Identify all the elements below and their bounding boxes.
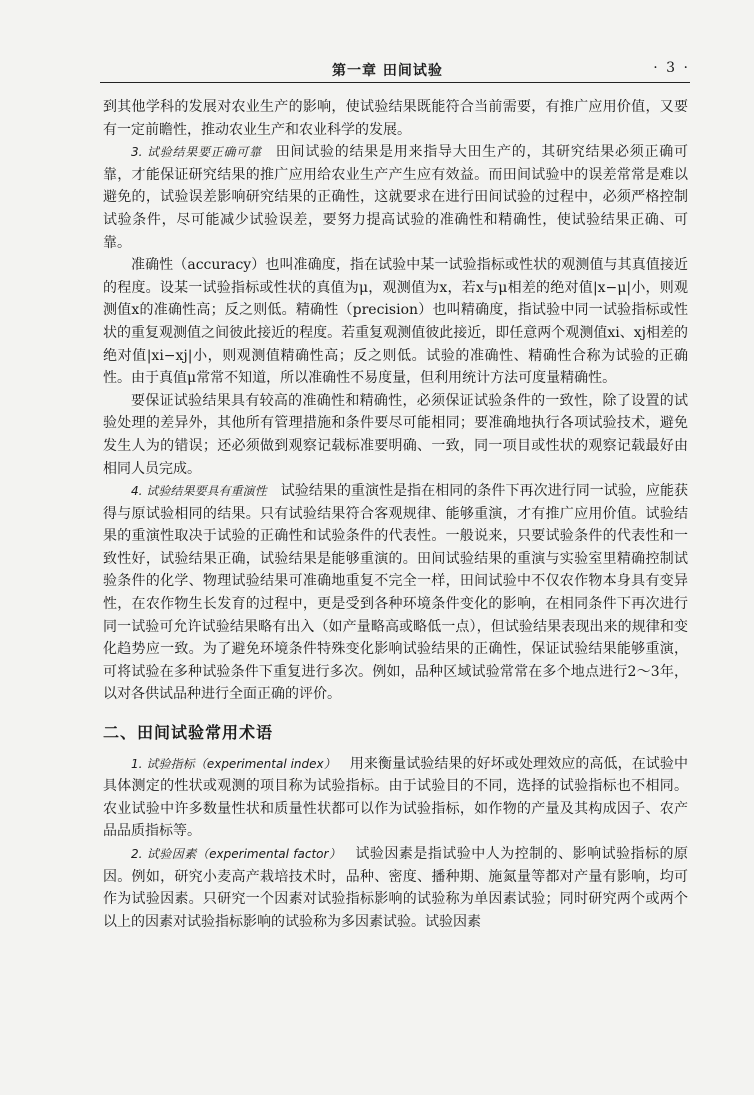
page-number: · 3 · bbox=[653, 60, 690, 76]
subheading: 4. 试验结果要具有重演性 bbox=[131, 484, 267, 499]
body-text bbox=[103, 96, 688, 933]
paragraph: 1. 试验指标（experimental index） 用来衡量试验结果的好坏或处理效应的高低，在试验中具体测定的性状或观测的项目称为试验指标。由于试验目的不同，选择的试验指标也不相同。农业试验中许多数量性状和质量性状都可以作为试验指标，如作物的产量及其构成因子、农产品品质指标等。 bbox=[103, 755, 689, 840]
section-heading: 二、田间试验常用术语 bbox=[103, 723, 274, 743]
paragraph: 4. 试验结果要具有重演性 试验结果的重演性是指在相同的条件下再次进行同一试验，应能获得与原试验相同的结果。只有试验结果符合客观规律、能够重演，才有推广应用价值。试验结果的重演性取决于试验的正确性和试验条件的代表性。一般说来，只要试验条件的代表性和一致性好，试验结果正确，试验结果是能够重演的。田间试验结果的重演与实验室里精确控制试验条件的化学、物理试验结果可准确地重复不完全一样，田间试验中不仅农作物本身具有变异性，在农作物生长发育的过程中，更是受到各种环境条件变化的影响，在相同条件下再次进行同一试验可允许试验结果略有出入（如产量略高或略低一点），但试验结果表现出来的规律和变化趋势应一致。为了避免环境条件特殊变化影响试验结果的正确性，保证试验结果能够重演，可将试验在多种试验条件下重复进行多次。例如，品种区域试验常常在多个地点进行2～3年，以对各供试品种进行全面正确的评价。 bbox=[103, 483, 689, 703]
subheading: 3. 试验结果要正确可靠 bbox=[131, 145, 262, 160]
paragraph: 3. 试验结果要正确可靠 田间试验的结果是用来指导大田生产的，其研究结果必须正确可靠，才能保证研究结果的推广应用给农业生产产生应有效益。而田间试验中的误差常常是难以避免的，试验误差影响研究结果的正确性，这就要求在进行田间试验的过程中，必须严格控制试验条件，尽可能减少试验误差，要努力提高试验的准确性和精确性，使试验结果正确、可靠。 bbox=[103, 144, 689, 251]
subheading: 2. 试验因素（experimental factor） bbox=[131, 847, 342, 861]
paragraph: 准确性（accuracy）也叫准确度，指在试验中某一试验指标或性状的观测值与其真值接近的程度。设某一试验指标或性状的真值为μ，观测值为x，若x与μ相差的绝对值|x−μ|小，则观测值x的准确性高；反之则低。精确性（precision）也叫精确度，指试验中同一试验指标或性状的重复观测值之间彼此接近的程度。若重复观测值彼此接近，即任意两个观测值xi、xj相差的绝对值|xi−xj|小，则观测值精确性高；反之则低。试验的准确性、精确性合称为试验的正确性。由于真值μ常常不知道，所以准确性不易度量，但利用统计方法可度量精确性。 bbox=[103, 257, 688, 387]
paragraph: 要保证试验结果具有较高的准确性和精确性，必须保证试验条件的一致性，除了设置的试验处理的差异外，其他所有管理措施和条件要尽可能相同；要准确地执行各项试验技术，避免发生人为的错误；还必须做到观察记载标准要明确、一致，同一项目或性状的观察记载最好由相同人员完成。 bbox=[103, 392, 688, 477]
page-header bbox=[100, 58, 690, 80]
running-head: 第一章 田间试验 bbox=[332, 63, 443, 79]
subheading: 1. 试验指标（experimental index） bbox=[131, 756, 336, 771]
header-rule bbox=[100, 82, 690, 83]
paragraph: 到其他学科的发展对农业生产的影响，使试验结果既能符合当前需要，有推广应用价值，又要有一定前瞻性，推动农业生产和农业科学的发展。 bbox=[103, 99, 688, 138]
paragraph: 2. 试验因素（experimental factor） 试验因素是指试验中人为控制的、影响试验指标的原因。例如，研究小麦高产栽培技术时，品种、密度、播种期、施氮量等都对产量有影响，均可作为试验因素。只研究一个因素对试验指标影响的试验称为单因素试验；同时研究两个或两个以上的因素对试验指标影响的试验称为多因素试验。试验因素 bbox=[103, 846, 689, 930]
